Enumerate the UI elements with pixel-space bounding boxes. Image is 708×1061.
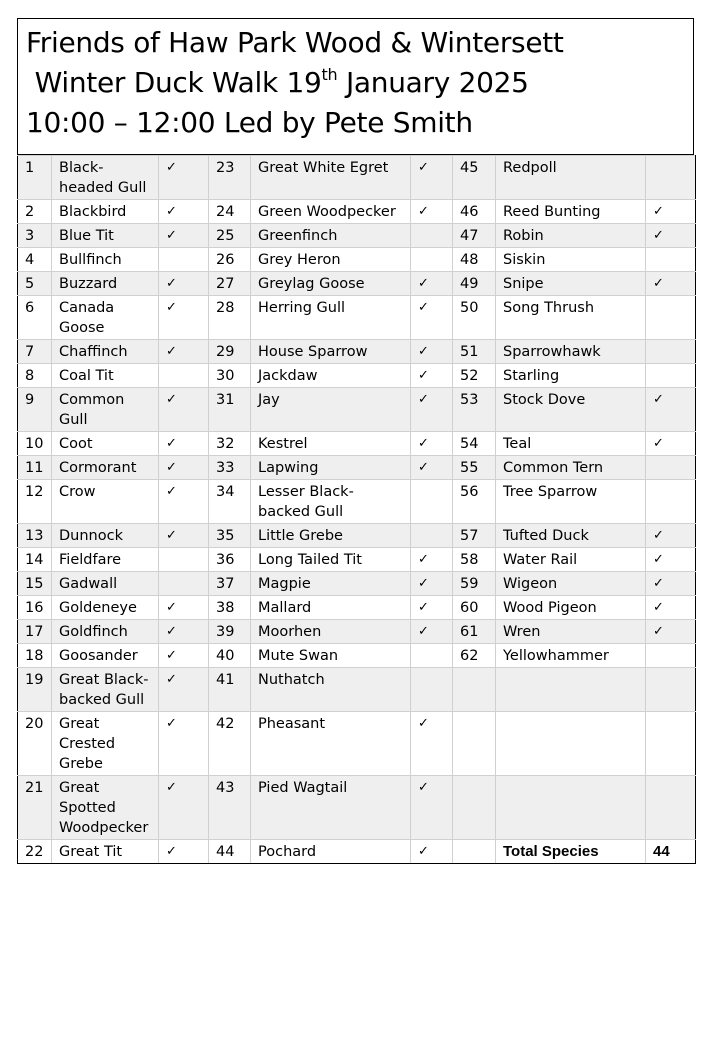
species-name: Fieldfare (52, 548, 159, 572)
seen-check: ✓ (411, 156, 453, 200)
species-name: Pied Wagtail (251, 776, 411, 840)
seen-check: ✓ (646, 388, 696, 432)
seen-check: ✓ (411, 596, 453, 620)
seen-check: ✓ (159, 776, 209, 840)
seen-check: ✓ (411, 340, 453, 364)
species-name: Goldeneye (52, 596, 159, 620)
seen-check (159, 248, 209, 272)
species-name: Black-headed Gull (52, 156, 159, 200)
species-number: 51 (453, 340, 496, 364)
species-number: 6 (18, 296, 52, 340)
species-name: Wigeon (496, 572, 646, 596)
species-number: 47 (453, 224, 496, 248)
seen-check: ✓ (411, 620, 453, 644)
table-row (18, 620, 696, 644)
species-number: 46 (453, 200, 496, 224)
seen-check (646, 644, 696, 668)
table-row (18, 340, 696, 364)
species-number: 48 (453, 248, 496, 272)
species-name: Green Woodpecker (251, 200, 411, 224)
species-name: Goosander (52, 644, 159, 668)
table-row (18, 248, 696, 272)
species-number: 31 (209, 388, 251, 432)
total-species-label: Total Species (496, 840, 646, 864)
species-number: 53 (453, 388, 496, 432)
species-number: 10 (18, 432, 52, 456)
species-name: Stock Dove (496, 388, 646, 432)
seen-check (411, 248, 453, 272)
seen-check (646, 712, 696, 776)
species-number: 7 (18, 340, 52, 364)
species-number: 17 (18, 620, 52, 644)
species-name: Tufted Duck (496, 524, 646, 548)
seen-check: ✓ (159, 272, 209, 296)
seen-check: ✓ (646, 524, 696, 548)
species-number: 40 (209, 644, 251, 668)
species-name: Common Gull (52, 388, 159, 432)
species-number: 20 (18, 712, 52, 776)
seen-check: ✓ (646, 548, 696, 572)
species-number: 18 (18, 644, 52, 668)
page (17, 18, 694, 864)
title-line-1: Friends of Haw Park Wood & Wintersett (26, 26, 564, 59)
species-number: 30 (209, 364, 251, 388)
species-number: 21 (18, 776, 52, 840)
species-number: 60 (453, 596, 496, 620)
species-name: Lesser Black-backed Gull (251, 480, 411, 524)
species-name: Great Black-backed Gull (52, 668, 159, 712)
species-name: Buzzard (52, 272, 159, 296)
species-number: 45 (453, 156, 496, 200)
seen-check: ✓ (159, 388, 209, 432)
species-name: Mallard (251, 596, 411, 620)
species-name: Wood Pigeon (496, 596, 646, 620)
species-number: 3 (18, 224, 52, 248)
seen-check (411, 524, 453, 548)
species-number: 12 (18, 480, 52, 524)
seen-check: ✓ (646, 572, 696, 596)
species-name: Crow (52, 480, 159, 524)
species-number: 29 (209, 340, 251, 364)
species-number: 24 (209, 200, 251, 224)
species-name: Herring Gull (251, 296, 411, 340)
species-number: 59 (453, 572, 496, 596)
table-row (18, 156, 696, 200)
seen-check: ✓ (159, 480, 209, 524)
seen-check (646, 668, 696, 712)
seen-check: ✓ (411, 456, 453, 480)
species-name: Little Grebe (251, 524, 411, 548)
table-row (18, 200, 696, 224)
species-number: 11 (18, 456, 52, 480)
species-name: Redpoll (496, 156, 646, 200)
species-number: 54 (453, 432, 496, 456)
seen-check (159, 364, 209, 388)
species-name: Siskin (496, 248, 646, 272)
species-number: 42 (209, 712, 251, 776)
species-number: 1 (18, 156, 52, 200)
seen-check: ✓ (646, 432, 696, 456)
seen-check (646, 776, 696, 840)
seen-check: ✓ (159, 432, 209, 456)
species-number: 37 (209, 572, 251, 596)
species-number: 19 (18, 668, 52, 712)
title-line-2-month: January 2025 (337, 66, 529, 99)
species-name (496, 668, 646, 712)
species-number (453, 668, 496, 712)
species-number: 16 (18, 596, 52, 620)
seen-check: ✓ (159, 456, 209, 480)
table-row (18, 272, 696, 296)
species-name: Goldfinch (52, 620, 159, 644)
species-name: Jay (251, 388, 411, 432)
species-name: Coal Tit (52, 364, 159, 388)
species-number: 38 (209, 596, 251, 620)
seen-check: ✓ (159, 156, 209, 200)
title-line-2-date: Winter Duck Walk 19 (34, 66, 322, 99)
species-name: Long Tailed Tit (251, 548, 411, 572)
title-line-2 (26, 63, 685, 103)
species-number: 55 (453, 456, 496, 480)
species-number: 58 (453, 548, 496, 572)
species-number: 33 (209, 456, 251, 480)
species-name: Pheasant (251, 712, 411, 776)
table-row (18, 644, 696, 668)
species-name: Canada Goose (52, 296, 159, 340)
table-row (18, 432, 696, 456)
seen-check: ✓ (159, 620, 209, 644)
species-number: 27 (209, 272, 251, 296)
species-name: Sparrowhawk (496, 340, 646, 364)
header-box (17, 18, 694, 155)
table-row (18, 712, 696, 776)
species-name: Pochard (251, 840, 411, 864)
seen-check (646, 364, 696, 388)
seen-check: ✓ (411, 200, 453, 224)
species-number: 32 (209, 432, 251, 456)
species-number: 49 (453, 272, 496, 296)
species-name: Jackdaw (251, 364, 411, 388)
seen-check: ✓ (159, 644, 209, 668)
seen-check (646, 480, 696, 524)
species-name: Great White Egret (251, 156, 411, 200)
species-number: 35 (209, 524, 251, 548)
seen-check: ✓ (411, 840, 453, 864)
seen-check: ✓ (646, 272, 696, 296)
species-number: 41 (209, 668, 251, 712)
seen-check (646, 296, 696, 340)
seen-check (411, 644, 453, 668)
seen-check: ✓ (159, 224, 209, 248)
seen-check: ✓ (411, 776, 453, 840)
species-name: Magpie (251, 572, 411, 596)
seen-check: ✓ (159, 524, 209, 548)
species-name: Robin (496, 224, 646, 248)
table-row (18, 524, 696, 548)
table-row (18, 572, 696, 596)
table-row (18, 364, 696, 388)
species-name: Kestrel (251, 432, 411, 456)
species-name: Greylag Goose (251, 272, 411, 296)
species-number: 43 (209, 776, 251, 840)
seen-check: ✓ (411, 572, 453, 596)
species-name: Wren (496, 620, 646, 644)
species-number: 4 (18, 248, 52, 272)
seen-check: ✓ (411, 272, 453, 296)
species-number: 2 (18, 200, 52, 224)
seen-check: ✓ (646, 224, 696, 248)
species-number (453, 840, 496, 864)
species-name: Blue Tit (52, 224, 159, 248)
seen-check: ✓ (159, 712, 209, 776)
seen-check (411, 224, 453, 248)
species-number: 22 (18, 840, 52, 864)
species-number (453, 712, 496, 776)
seen-check: ✓ (411, 548, 453, 572)
species-name: Great Tit (52, 840, 159, 864)
table-row (18, 548, 696, 572)
table-row (18, 388, 696, 432)
seen-check: ✓ (411, 296, 453, 340)
species-number: 36 (209, 548, 251, 572)
seen-check: ✓ (646, 596, 696, 620)
species-number: 25 (209, 224, 251, 248)
seen-check (646, 340, 696, 364)
seen-check: ✓ (411, 364, 453, 388)
species-number: 44 (209, 840, 251, 864)
species-number (453, 776, 496, 840)
species-name: Great Spotted Woodpecker (52, 776, 159, 840)
species-number: 14 (18, 548, 52, 572)
species-number: 62 (453, 644, 496, 668)
species-name: Reed Bunting (496, 200, 646, 224)
seen-check: ✓ (159, 340, 209, 364)
date-ordinal-suffix: th (321, 64, 338, 84)
species-name: Common Tern (496, 456, 646, 480)
table-row (18, 296, 696, 340)
table-row (18, 776, 696, 840)
seen-check (646, 156, 696, 200)
species-name: Lapwing (251, 456, 411, 480)
table-row (18, 224, 696, 248)
species-name: Dunnock (52, 524, 159, 548)
species-name (496, 776, 646, 840)
seen-check: ✓ (159, 296, 209, 340)
species-name: Teal (496, 432, 646, 456)
species-name: Water Rail (496, 548, 646, 572)
species-number: 28 (209, 296, 251, 340)
species-name: Greenfinch (251, 224, 411, 248)
species-name: Starling (496, 364, 646, 388)
species-name (496, 712, 646, 776)
seen-check: ✓ (159, 668, 209, 712)
table-row (18, 840, 696, 864)
seen-check (159, 572, 209, 596)
species-table-body (18, 156, 696, 864)
species-name: Blackbird (52, 200, 159, 224)
seen-check (646, 248, 696, 272)
species-name: Snipe (496, 272, 646, 296)
species-number: 8 (18, 364, 52, 388)
species-number: 61 (453, 620, 496, 644)
species-number: 26 (209, 248, 251, 272)
species-number: 52 (453, 364, 496, 388)
species-name: Great Crested Grebe (52, 712, 159, 776)
seen-check (646, 456, 696, 480)
species-name: Cormorant (52, 456, 159, 480)
seen-check: ✓ (411, 432, 453, 456)
species-name: House Sparrow (251, 340, 411, 364)
species-number: 9 (18, 388, 52, 432)
species-name: Grey Heron (251, 248, 411, 272)
species-name: Mute Swan (251, 644, 411, 668)
species-number: 56 (453, 480, 496, 524)
seen-check: ✓ (646, 200, 696, 224)
species-table (17, 155, 696, 864)
species-name: Song Thrush (496, 296, 646, 340)
table-row (18, 596, 696, 620)
seen-check: ✓ (159, 840, 209, 864)
species-name: Chaffinch (52, 340, 159, 364)
table-row (18, 480, 696, 524)
total-species-value: 44 (646, 840, 696, 864)
seen-check: ✓ (159, 200, 209, 224)
seen-check (411, 668, 453, 712)
seen-check: ✓ (646, 620, 696, 644)
species-name: Tree Sparrow (496, 480, 646, 524)
species-name: Nuthatch (251, 668, 411, 712)
seen-check (159, 548, 209, 572)
species-number: 39 (209, 620, 251, 644)
species-name: Gadwall (52, 572, 159, 596)
species-number: 34 (209, 480, 251, 524)
species-number: 5 (18, 272, 52, 296)
species-number: 23 (209, 156, 251, 200)
species-name: Coot (52, 432, 159, 456)
species-number: 15 (18, 572, 52, 596)
seen-check: ✓ (411, 712, 453, 776)
table-row (18, 456, 696, 480)
seen-check (411, 480, 453, 524)
title-line-3: 10:00 – 12:00 Led by Pete Smith (26, 106, 473, 139)
seen-check: ✓ (411, 388, 453, 432)
species-name: Yellowhammer (496, 644, 646, 668)
species-number: 50 (453, 296, 496, 340)
species-name: Bullfinch (52, 248, 159, 272)
species-name: Moorhen (251, 620, 411, 644)
seen-check: ✓ (159, 596, 209, 620)
species-number: 57 (453, 524, 496, 548)
table-row (18, 668, 696, 712)
species-number: 13 (18, 524, 52, 548)
